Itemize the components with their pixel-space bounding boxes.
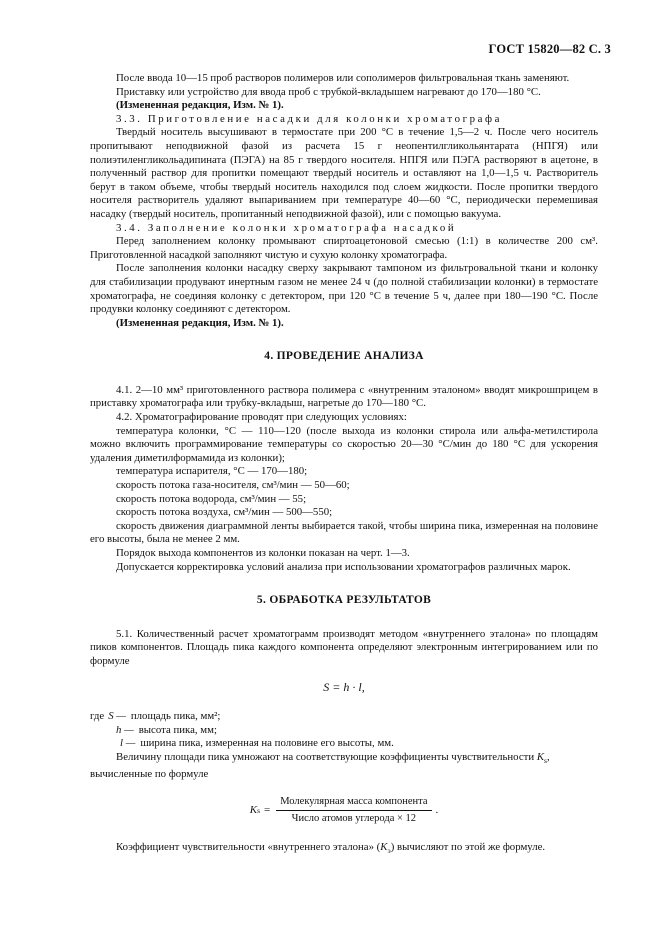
paragraph-injector-heating: Приставку или устройство для ввода проб с трубкой-вкладышем нагревают до 170—180 °С. bbox=[116, 85, 541, 98]
paragraph-packing-preparation: Твердый носитель высушивают в термостате при 200 °С в течение 1,5—2 ч. После чего носитель пропитывают неподвижной фазой из расчета 15 г неопентилгликольянтарата (НПГЯ) или полиэтиленгликольадипината (ПЭГА) на 85 г твердого носителя. НПГЯ или ПЭГА растворяют в ацетоне, в полученный раствор для пропитки помещают твердый носитель и оставляют на 1,0—1,5 ч. Растворитель берут в таком объеме, чтобы твердый носитель находился под слоем жидкости. После пропитки твердого носителя растворитель удаляют выпариванием при температуре 40—60 °С, периодически перемешивая насадку (твердый носитель, пропитанный неподвижной фазой), или с помощью вакуума. bbox=[90, 126, 598, 220]
legend-row-l bbox=[90, 737, 598, 751]
legend-symbol: l — bbox=[120, 737, 136, 750]
area-formula: S = h · l, bbox=[323, 679, 365, 694]
paragraph-calculated-by: вычисленные по формуле bbox=[90, 767, 209, 780]
condition-carrier-gas-flow: скорость потока газа-носителя, см³/мин — 50—60; bbox=[116, 479, 350, 492]
where-word: где bbox=[90, 710, 105, 723]
paragraph-5-1: 5.1. Количественный расчет хроматограмм производят методом «внутреннего эталона» по площадям пиков компонентов. Площадь пика каждого компонента определяют электронным интегрированием или по формуле bbox=[90, 627, 598, 667]
formula-fraction bbox=[276, 795, 431, 825]
condition-evaporator-temperature: температура испарителя, °С — 170—180; bbox=[116, 465, 308, 478]
paragraph-filter-replace: После ввода 10—15 проб растворов полимеров или сополимеров фильтровальная ткань заменяют. bbox=[116, 72, 570, 84]
amendment-note: (Измененная редакция, Изм. № 1). bbox=[116, 316, 284, 329]
sensitivity-formula: K s = $\frac{\text{Молекулярная масса компонента}}{\text{Число атомов углерода × 12}}$ . bbox=[249, 796, 439, 824]
paragraph-internal-standard-coefficient: Коэффициент чувствительности «внутреннего эталона» $(K_э)$ вычисляют по этой же формуле. bbox=[116, 841, 546, 856]
legend-text: площадь пика, мм²; bbox=[130, 710, 221, 723]
subsection-3-3-heading: 3.3. Приготовление насадки для колонки хроматографа bbox=[116, 112, 502, 125]
paragraph-4-2: 4.2. Хроматографирование проводят при следующих условиях: bbox=[116, 411, 407, 424]
legend-row-h bbox=[90, 724, 598, 738]
section-4-title: 4. ПРОВЕДЕНИЕ АНАЛИЗА bbox=[264, 350, 424, 363]
fraction-denominator: Число атомов углерода × 12 bbox=[291, 812, 417, 824]
amendment-note: (Измененная редакция, Изм. № 1). bbox=[116, 99, 284, 112]
running-head: ГОСТ 15820—82 С. 3 bbox=[488, 42, 611, 56]
condition-air-flow: скорость потока воздуха, см³/мин — 500—550; bbox=[116, 506, 333, 519]
legend-text: высота пика, мм; bbox=[138, 723, 217, 736]
paragraph-4-1: 4.1. 2—10 мм³ приготовленного раствора полимера с «внутренним эталоном» вводят микрошприцем в приставку хроматографа или трубку-вкладыш, нагретые до 170—180 °С. bbox=[90, 383, 598, 410]
condition-chart-speed: скорость движения диаграммной ленты выбирается такой, чтобы ширина пика, измеренная на половине его высоты, была не менее 2 мм. bbox=[90, 519, 598, 546]
paragraph-adjustment: Допускается корректировка условий анализа при использовании хроматографов различных марок. bbox=[116, 560, 571, 573]
condition-hydrogen-flow: скорость потока водорода, см³/мин — 55; bbox=[116, 492, 307, 505]
condition-column-temperature: температура колонки, °С — 110—120 (после выхода из колонки стирола или альфа-метилстирола можно включить программирование температуры со скоростью 20—30 °С/мин до 180 °С для ускорения удаления диметилформамида из колонки); bbox=[90, 424, 598, 464]
paragraph-column-stabilization: После заполнения колонки насадку сверху закрывают тампоном из фильтровальной ткани и колонку для стабилизации продувают инертным газом не менее 24 ч (до полной стабилизации колонки) в термостате хроматографа, не соединяя колонку с детектором, при 120 °С в течение 5 ч, далее при 180—190 °С. После продувки колонку соединяют с детектором. bbox=[90, 262, 598, 316]
paragraph-elution-order: Порядок выхода компонентов из колонки показан на черт. 1—3. bbox=[116, 547, 410, 559]
paragraph-column-washing: Перед заполнением колонку промывают спиртоацетоновой смесью (1:1) в количестве 200 см³. Приготовленной насадкой заполняют чистую и сухую колонку хроматографа. bbox=[90, 235, 598, 261]
fraction-numerator: Молекулярная масса компонента bbox=[276, 795, 431, 811]
formula-legend bbox=[90, 710, 598, 751]
legend-symbol: S — bbox=[108, 710, 126, 723]
legend-row-s bbox=[90, 710, 598, 724]
paragraph-sensitivity-coefficient: Величину площади пика умножают на соответствующие коэффициенты чувствительности $K_s$, bbox=[116, 750, 550, 766]
section-5-title: 5. ОБРАБОТКА РЕЗУЛЬТАТОВ bbox=[256, 594, 432, 607]
legend-text: ширина пика, измеренная на половине его высоты, мм. bbox=[140, 737, 394, 750]
subsection-3-4-heading: 3.4. Заполнение колонки хроматографа насадкой bbox=[116, 221, 457, 234]
page-content bbox=[90, 72, 598, 858]
legend-symbol: h — bbox=[116, 723, 134, 736]
